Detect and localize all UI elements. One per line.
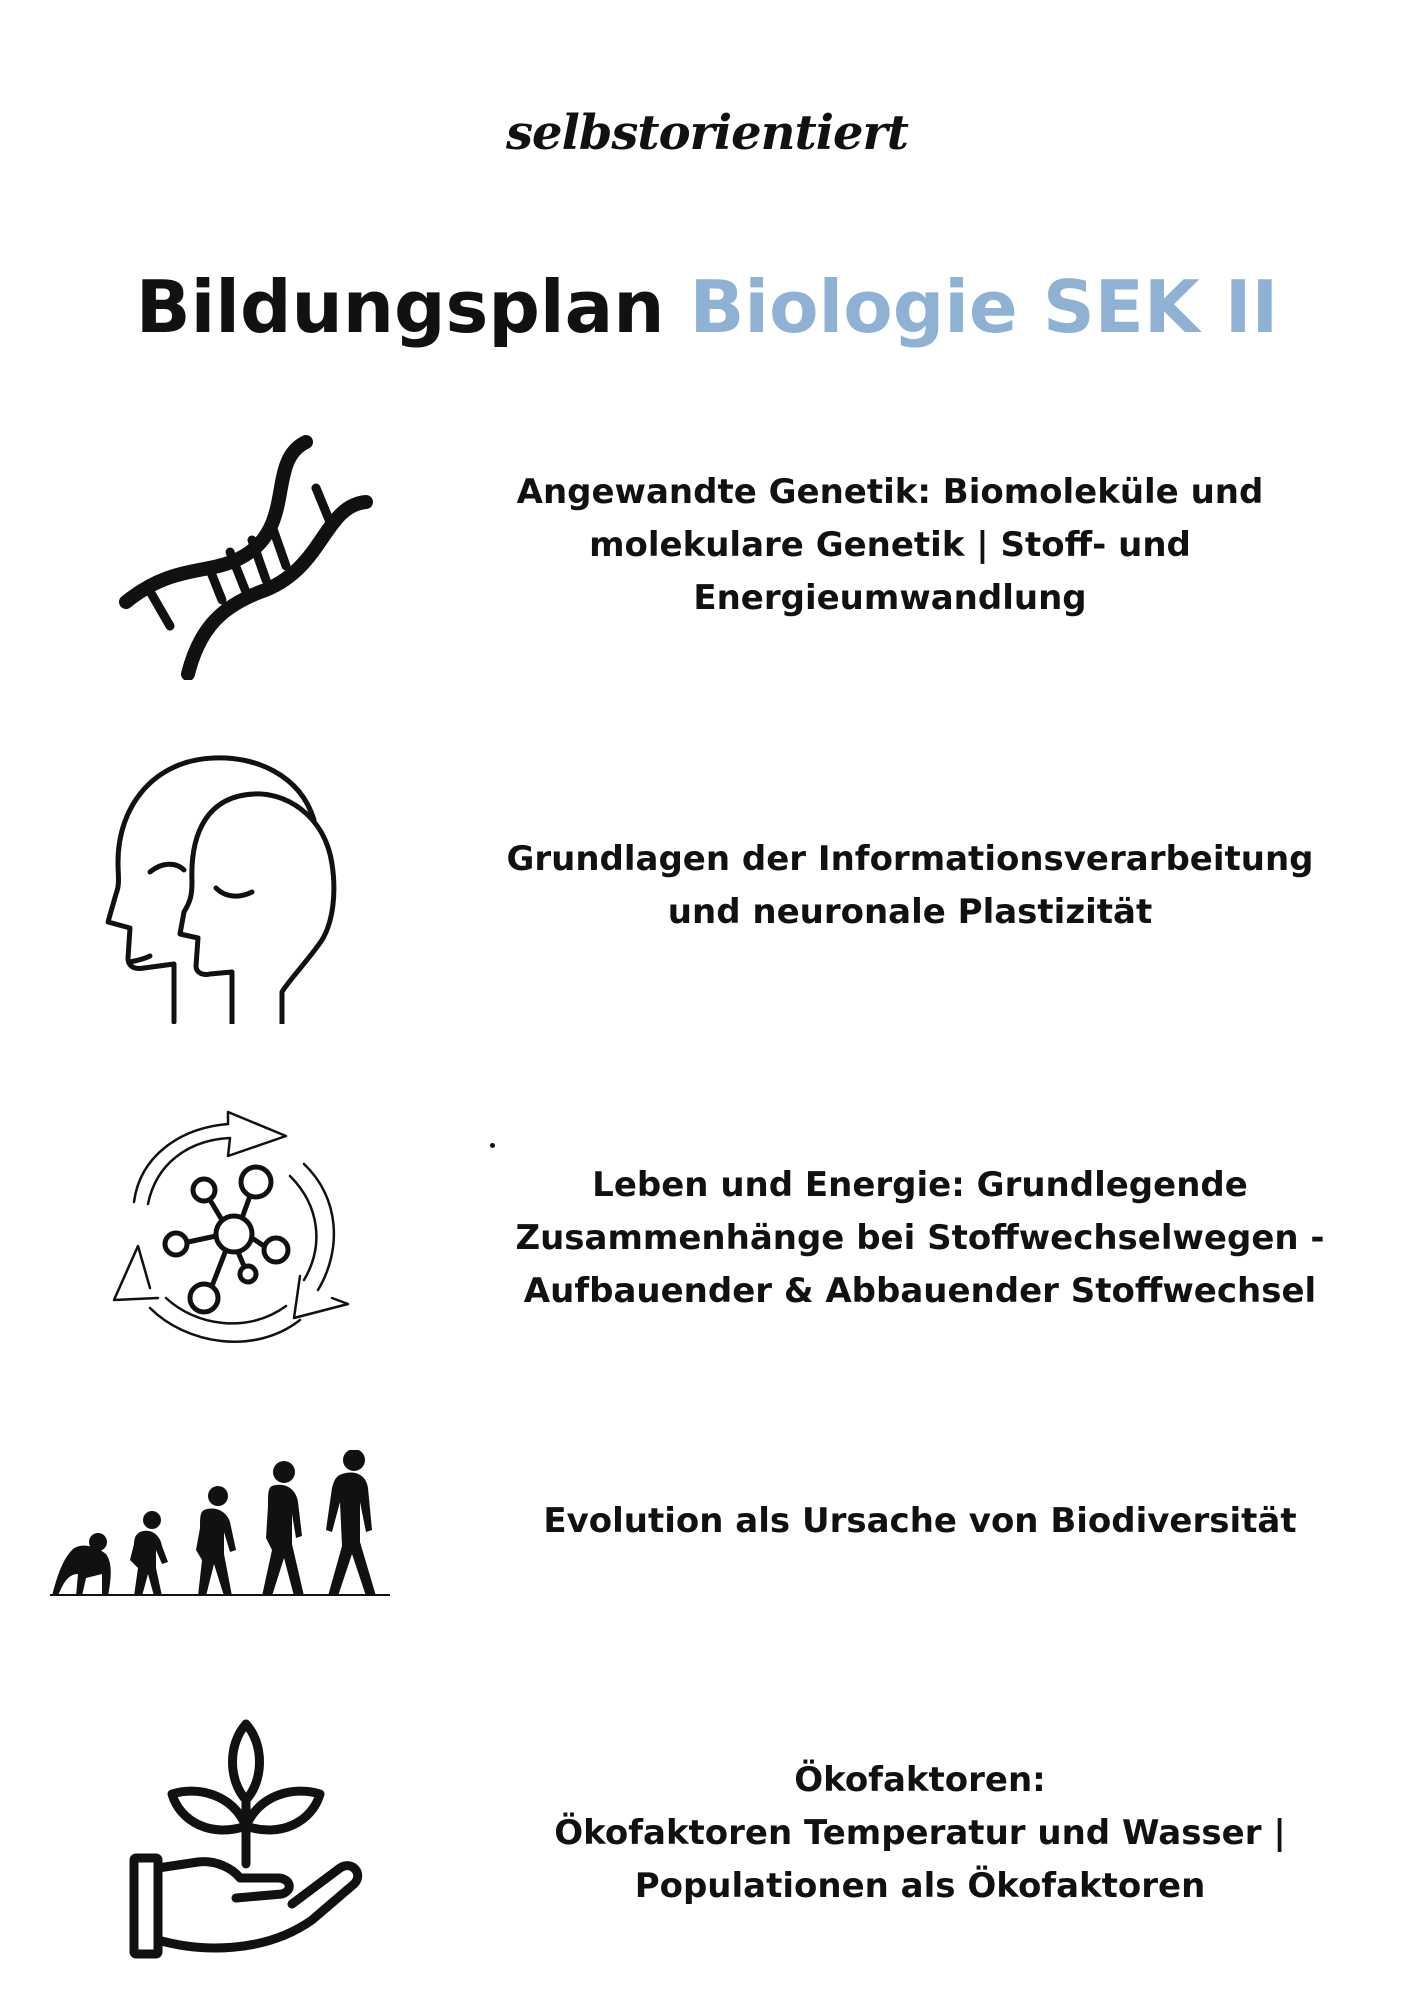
- title-accent: Biologie SEK II: [689, 265, 1279, 349]
- topic-ecofactors-line-3: Populationen als Ökofaktoren: [634, 1866, 1206, 1906]
- topic-genetics-line-2: molekulare Genetik | Stoff- und: [589, 525, 1191, 565]
- plant-in-hand-icon: [128, 1714, 368, 1964]
- page-title: [0, 262, 1414, 352]
- topic-evolution: [470, 1495, 1370, 1548]
- topic-genetics-line-3: Energieumwandlung: [693, 578, 1087, 618]
- topic-information-processing: [470, 833, 1350, 939]
- dna-icon: [118, 430, 378, 680]
- stray-dot: [490, 1143, 495, 1148]
- topic-ecofactors: [470, 1754, 1370, 1913]
- topic-evolution-line-1: Evolution als Ursache von Biodiversität: [543, 1501, 1297, 1541]
- topic-ecofactors-line-2: Ökofaktoren Temperatur und Wasser |: [554, 1813, 1286, 1853]
- topic-life-energy-line-1: Leben und Energie: Grundlegende: [592, 1165, 1248, 1205]
- topic-life-energy-line-3: Aufbauender & Abbauender Stoffwechsel: [523, 1271, 1317, 1311]
- heads-icon: [104, 752, 394, 1024]
- brand-logo: selbstorientiert: [506, 105, 908, 161]
- evolution-icon: [50, 1450, 410, 1602]
- topic-information-processing-line-1: Grundlagen der Informationsverarbeitung: [506, 839, 1314, 879]
- topic-genetics-line-1: Angewandte Genetik: Biomoleküle und: [516, 472, 1264, 512]
- topic-life-energy-line-2: Zusammenhänge bei Stoffwechselwegen -: [515, 1218, 1325, 1258]
- molecule-cycle-icon: [104, 1094, 364, 1350]
- title-main: Bildungsplan: [135, 265, 665, 349]
- topic-genetics: [470, 466, 1310, 625]
- topic-life-energy: [470, 1159, 1370, 1318]
- topic-ecofactors-line-1: Ökofaktoren:: [794, 1760, 1046, 1800]
- topic-information-processing-line-2: und neuronale Plastizität: [667, 892, 1153, 932]
